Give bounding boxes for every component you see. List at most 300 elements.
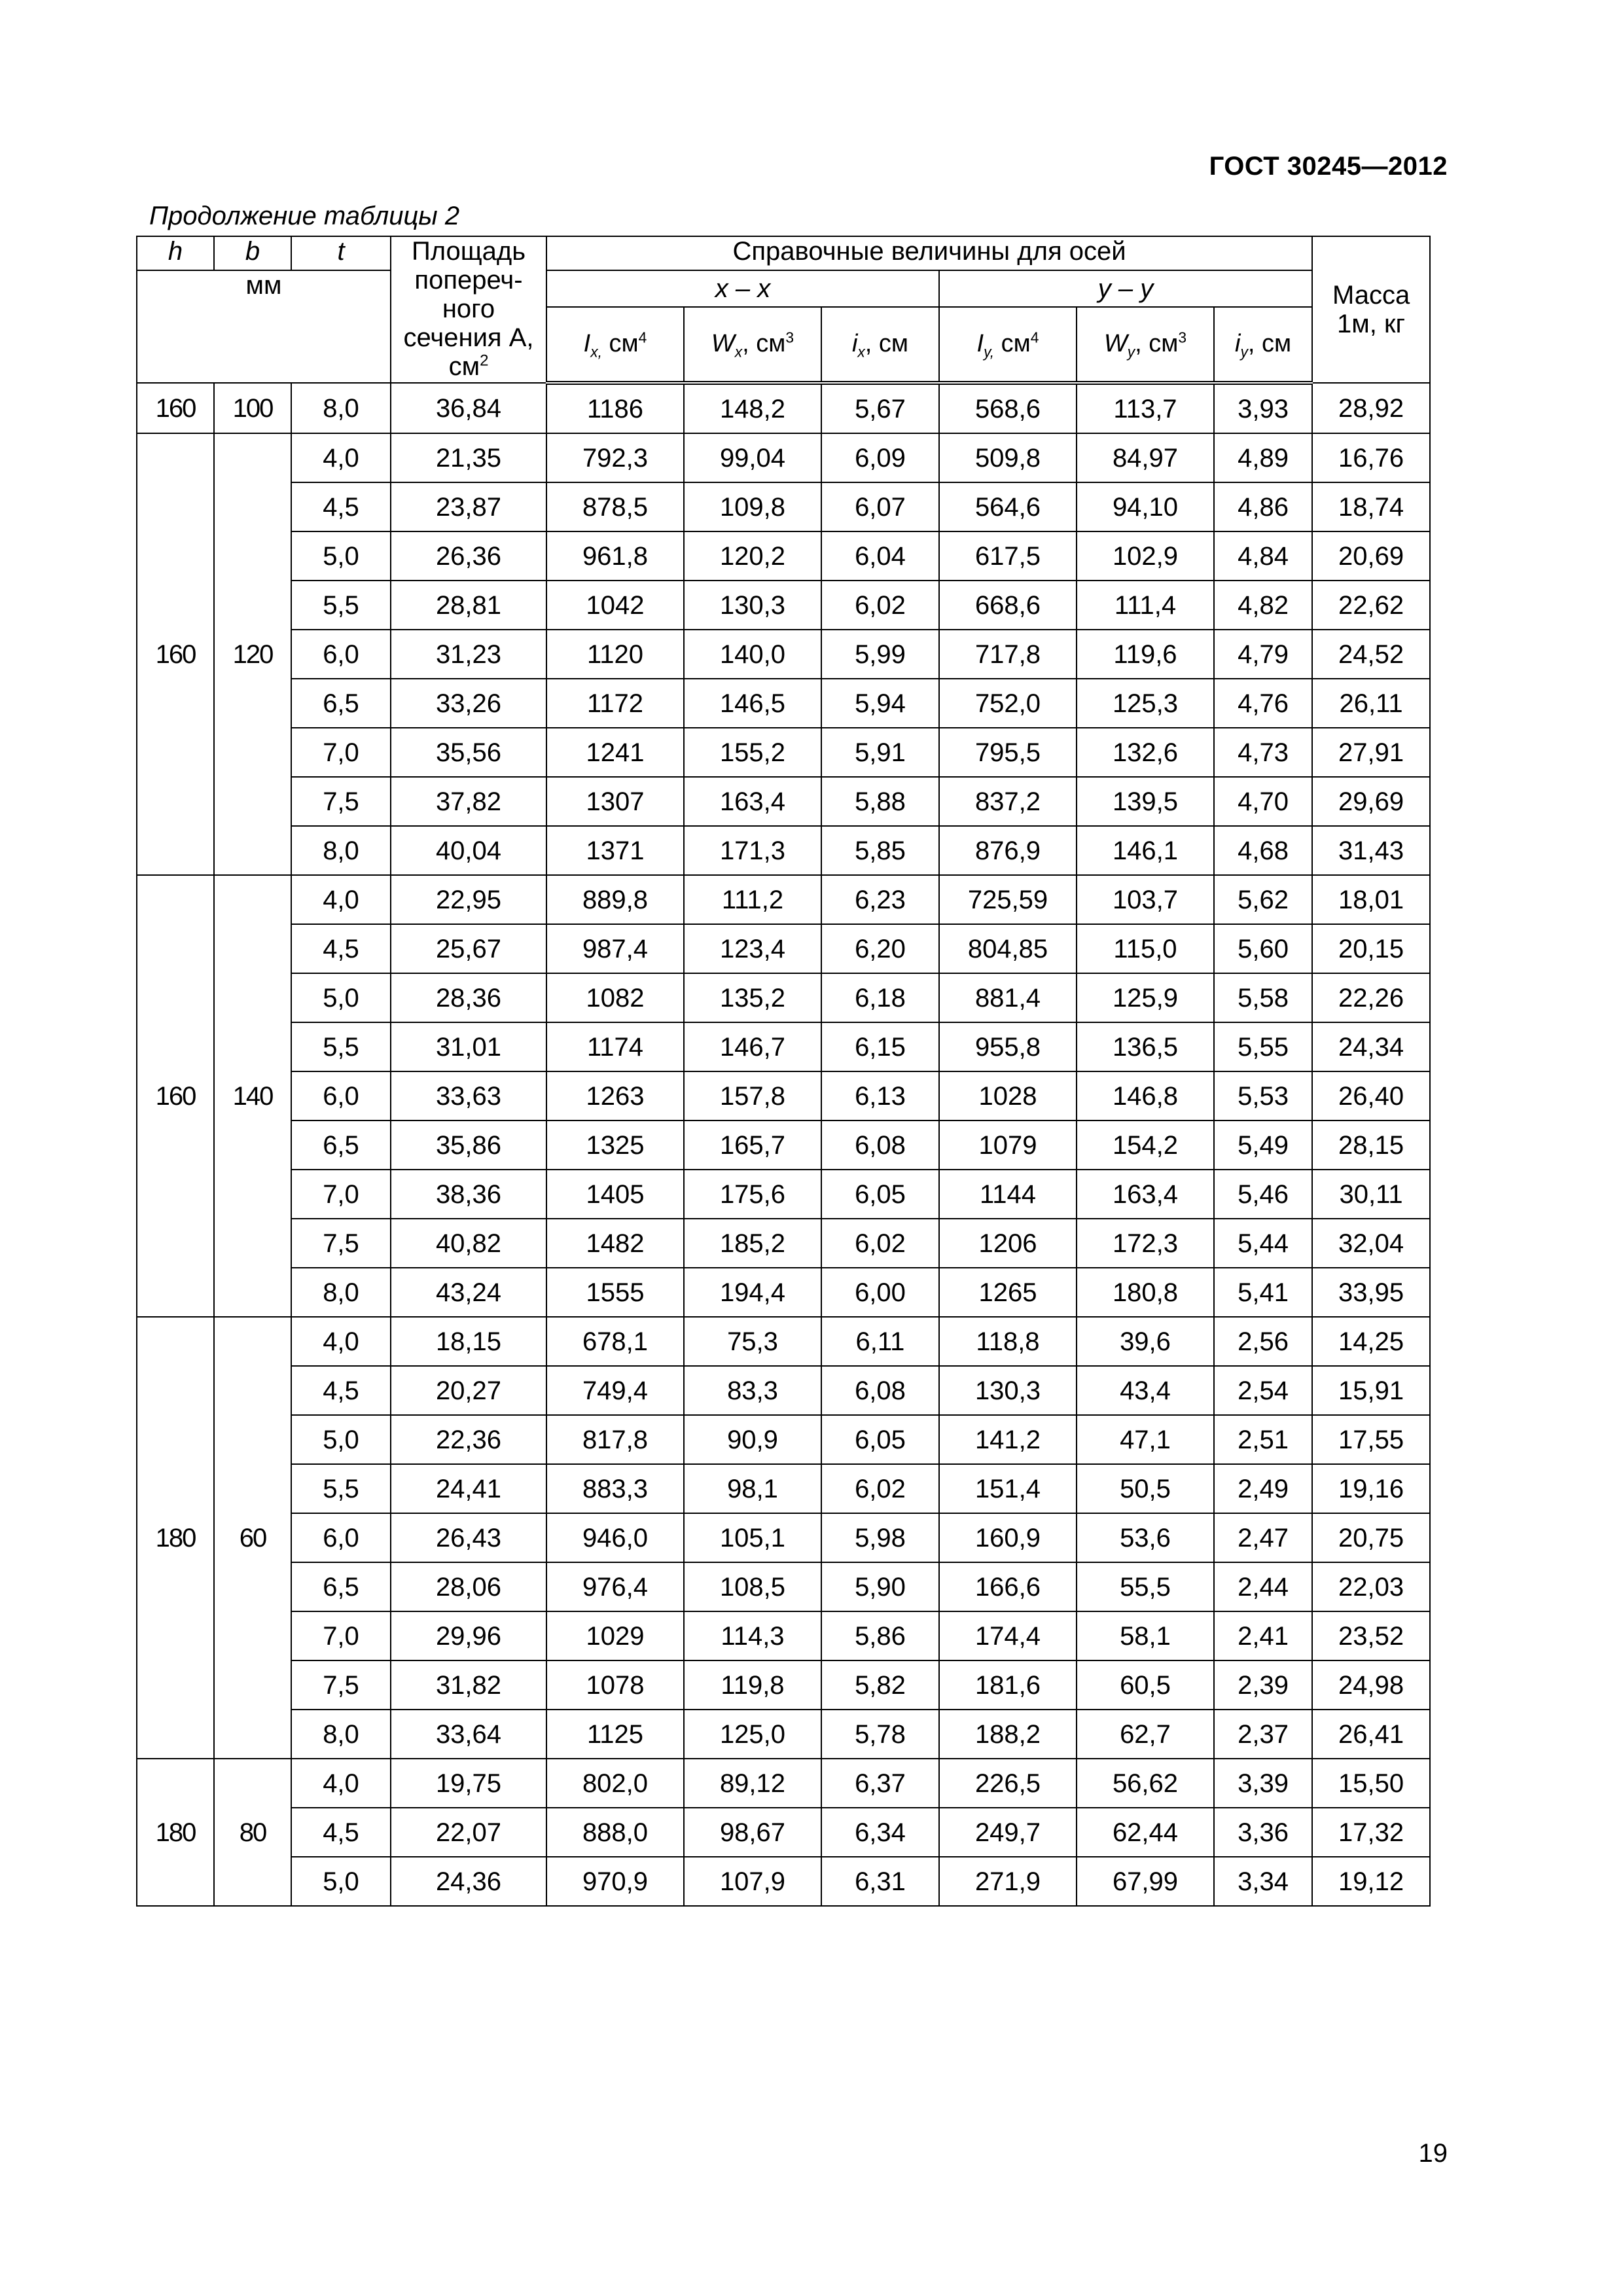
cell-rx: 6,34 — [821, 1808, 939, 1857]
table-row — [137, 1366, 1430, 1415]
cell-rx: 5,90 — [821, 1562, 939, 1611]
cell-rx: 6,02 — [821, 581, 939, 630]
table-row — [137, 531, 1430, 581]
table-row — [137, 1121, 1430, 1170]
cell-t: 5,5 — [291, 1464, 391, 1513]
cell-area: 37,82 — [391, 777, 546, 826]
cell-h: 160 — [137, 433, 214, 875]
cell-t: 8,0 — [291, 826, 391, 875]
table-row — [137, 1660, 1430, 1710]
cell-wx: 135,2 — [684, 973, 821, 1022]
cell-area: 25,67 — [391, 924, 546, 973]
cell-area: 29,96 — [391, 1611, 546, 1660]
cell-mass: 17,55 — [1312, 1415, 1430, 1464]
cell-ry: 2,56 — [1214, 1317, 1312, 1366]
cell-mass: 22,62 — [1312, 581, 1430, 630]
cell-iy: 1206 — [939, 1219, 1077, 1268]
cell-wx: 75,3 — [684, 1317, 821, 1366]
cell-t: 4,5 — [291, 482, 391, 531]
cell-wy: 139,5 — [1077, 777, 1214, 826]
cell-wy: 62,44 — [1077, 1808, 1214, 1857]
cell-wx: 119,8 — [684, 1660, 821, 1710]
cell-t: 7,5 — [291, 1660, 391, 1710]
cell-iy: 151,4 — [939, 1464, 1077, 1513]
cell-rx: 5,78 — [821, 1710, 939, 1759]
table-body — [137, 383, 1430, 1906]
col-area-head — [391, 236, 546, 383]
cell-wx: 155,2 — [684, 728, 821, 777]
table-row — [137, 482, 1430, 531]
area-head-line-4: сечения A, — [403, 323, 534, 352]
cell-mass: 22,26 — [1312, 973, 1430, 1022]
cell-wx: 83,3 — [684, 1366, 821, 1415]
cell-wy: 119,6 — [1077, 630, 1214, 679]
cell-mass: 19,16 — [1312, 1464, 1430, 1513]
cell-wy: 67,99 — [1077, 1857, 1214, 1906]
cell-ix: 1082 — [546, 973, 684, 1022]
cell-t: 4,5 — [291, 924, 391, 973]
area-head-line-3: ного — [442, 295, 495, 323]
cell-rx: 6,08 — [821, 1121, 939, 1170]
table-row — [137, 1857, 1430, 1906]
cell-ry: 5,44 — [1214, 1219, 1312, 1268]
area-head-line-1: Площадь — [411, 237, 526, 266]
table-row — [137, 1071, 1430, 1121]
cell-t: 6,0 — [291, 1513, 391, 1562]
cell-ix: 1405 — [546, 1170, 684, 1219]
cell-ry: 4,79 — [1214, 630, 1312, 679]
cell-ix: 1029 — [546, 1611, 684, 1660]
cell-ry: 5,58 — [1214, 973, 1312, 1022]
cell-ry: 3,36 — [1214, 1808, 1312, 1857]
cell-wy: 102,9 — [1077, 531, 1214, 581]
cell-rx: 6,02 — [821, 1219, 939, 1268]
cell-t: 5,0 — [291, 1857, 391, 1906]
area-head-unit: см — [448, 352, 480, 381]
cell-ix: 1172 — [546, 679, 684, 728]
table-row — [137, 1562, 1430, 1611]
cell-area: 21,35 — [391, 433, 546, 482]
cell-wy: 94,10 — [1077, 482, 1214, 531]
cell-mass: 32,04 — [1312, 1219, 1430, 1268]
cell-ix: 1186 — [546, 383, 684, 433]
table-row — [137, 973, 1430, 1022]
axis-x-head: x – x — [546, 270, 939, 307]
cell-b: 60 — [214, 1317, 291, 1759]
cell-rx: 6,20 — [821, 924, 939, 973]
cell-iy: 564,6 — [939, 482, 1077, 531]
cell-wx: 105,1 — [684, 1513, 821, 1562]
cell-ry: 3,34 — [1214, 1857, 1312, 1906]
cell-ix: 883,3 — [546, 1464, 684, 1513]
col-wx-head: $W_x$, $см^3$ — [684, 307, 821, 383]
cell-rx: 5,91 — [821, 728, 939, 777]
cell-wy: 56,62 — [1077, 1759, 1214, 1808]
cell-ry: 5,46 — [1214, 1170, 1312, 1219]
cell-rx: 6,00 — [821, 1268, 939, 1317]
cell-wy: 60,5 — [1077, 1660, 1214, 1710]
cell-area: 22,95 — [391, 875, 546, 924]
cell-area: 36,84 — [391, 383, 546, 433]
cell-area: 19,75 — [391, 1759, 546, 1808]
cell-ry: 5,41 — [1214, 1268, 1312, 1317]
cell-t: 6,0 — [291, 1071, 391, 1121]
cell-ry: 5,53 — [1214, 1071, 1312, 1121]
table-row — [137, 433, 1430, 482]
cell-rx: 5,86 — [821, 1611, 939, 1660]
cell-b: 100 — [214, 383, 291, 433]
cell-wx: 99,04 — [684, 433, 821, 482]
cell-t: 4,0 — [291, 433, 391, 482]
cell-mass: 23,52 — [1312, 1611, 1430, 1660]
cell-rx: 6,05 — [821, 1170, 939, 1219]
cell-wx: 148,2 — [684, 383, 821, 433]
cell-mass: 24,34 — [1312, 1022, 1430, 1071]
cell-t: 7,0 — [291, 1611, 391, 1660]
cell-ry: 3,39 — [1214, 1759, 1312, 1808]
cell-mass: 28,15 — [1312, 1121, 1430, 1170]
cell-ry: 5,60 — [1214, 924, 1312, 973]
cell-area: 24,41 — [391, 1464, 546, 1513]
cell-wx: 125,0 — [684, 1710, 821, 1759]
cell-rx: 5,99 — [821, 630, 939, 679]
cell-area: 38,36 — [391, 1170, 546, 1219]
cell-t: 4,0 — [291, 1759, 391, 1808]
col-mass-head — [1312, 236, 1430, 383]
cell-iy: 876,9 — [939, 826, 1077, 875]
cell-area: 18,15 — [391, 1317, 546, 1366]
table-row — [137, 1170, 1430, 1219]
cell-ix: 1125 — [546, 1710, 684, 1759]
cell-iy: 1079 — [939, 1121, 1077, 1170]
cell-ry: 2,47 — [1214, 1513, 1312, 1562]
cell-t: 7,5 — [291, 1219, 391, 1268]
table-row — [137, 581, 1430, 630]
area-head-line-2: попереч- — [414, 266, 523, 295]
col-t-head: t — [291, 236, 391, 270]
cell-ix: 792,3 — [546, 433, 684, 482]
cell-wy: 180,8 — [1077, 1268, 1214, 1317]
cell-b: 140 — [214, 875, 291, 1317]
cell-ry: 2,37 — [1214, 1710, 1312, 1759]
cell-area: 40,04 — [391, 826, 546, 875]
cell-area: 28,36 — [391, 973, 546, 1022]
cell-t: 6,0 — [291, 630, 391, 679]
cell-ry: 2,41 — [1214, 1611, 1312, 1660]
cell-t: 7,0 — [291, 1170, 391, 1219]
cell-wy: 47,1 — [1077, 1415, 1214, 1464]
cell-iy: 881,4 — [939, 973, 1077, 1022]
cell-rx: 6,11 — [821, 1317, 939, 1366]
cell-t: 5,5 — [291, 581, 391, 630]
cell-b: 120 — [214, 433, 291, 875]
cell-iy: 617,5 — [939, 531, 1077, 581]
cell-rx: 6,18 — [821, 973, 939, 1022]
cell-ix: 749,4 — [546, 1366, 684, 1415]
cell-iy: 118,8 — [939, 1317, 1077, 1366]
cell-iy: 160,9 — [939, 1513, 1077, 1562]
mass-head-line-1: Масса — [1332, 281, 1410, 310]
table-row — [137, 1611, 1430, 1660]
cell-mass: 26,11 — [1312, 679, 1430, 728]
col-ix-head: $I_{x,}$ $см^4$ — [546, 307, 684, 383]
cell-t: 7,0 — [291, 728, 391, 777]
cell-ry: 2,51 — [1214, 1415, 1312, 1464]
cell-ry: 4,82 — [1214, 581, 1312, 630]
table-row — [137, 1268, 1430, 1317]
cell-area: 33,64 — [391, 1710, 546, 1759]
document-code: ГОСТ 30245—2012 — [1209, 152, 1448, 181]
table-row — [137, 630, 1430, 679]
cell-rx: 6,02 — [821, 1464, 939, 1513]
cell-area: 26,36 — [391, 531, 546, 581]
cell-ix: 961,8 — [546, 531, 684, 581]
cell-t: 5,5 — [291, 1022, 391, 1071]
cell-wy: 154,2 — [1077, 1121, 1214, 1170]
cell-mass: 24,52 — [1312, 630, 1430, 679]
cell-wx: 171,3 — [684, 826, 821, 875]
cell-ix: 970,9 — [546, 1857, 684, 1906]
cell-mass: 18,74 — [1312, 482, 1430, 531]
cell-ix: 802,0 — [546, 1759, 684, 1808]
table-row — [137, 1219, 1430, 1268]
cell-rx: 6,07 — [821, 482, 939, 531]
cell-iy: 141,2 — [939, 1415, 1077, 1464]
cell-rx: 5,67 — [821, 383, 939, 433]
cell-ry: 4,70 — [1214, 777, 1312, 826]
table-row — [137, 777, 1430, 826]
cell-ry: 2,54 — [1214, 1366, 1312, 1415]
cell-wy: 39,6 — [1077, 1317, 1214, 1366]
cell-wy: 111,4 — [1077, 581, 1214, 630]
cell-mass: 20,69 — [1312, 531, 1430, 581]
cell-mass: 19,12 — [1312, 1857, 1430, 1906]
cell-area: 28,81 — [391, 581, 546, 630]
cell-rx: 6,05 — [821, 1415, 939, 1464]
cell-mass: 31,43 — [1312, 826, 1430, 875]
cell-wy: 43,4 — [1077, 1366, 1214, 1415]
col-wy-head: $W_y$, $см^3$ — [1077, 307, 1214, 383]
cell-mass: 16,76 — [1312, 433, 1430, 482]
cell-rx: 6,13 — [821, 1071, 939, 1121]
cell-rx: 6,31 — [821, 1857, 939, 1906]
table-row — [137, 383, 1430, 433]
col-ry-head: $i_y$, см — [1214, 307, 1312, 383]
cell-wy: 55,5 — [1077, 1562, 1214, 1611]
cell-mass: 14,25 — [1312, 1317, 1430, 1366]
cell-iy: 181,6 — [939, 1660, 1077, 1710]
cell-b: 80 — [214, 1759, 291, 1906]
cell-ix: 1078 — [546, 1660, 684, 1710]
cell-mass: 26,40 — [1312, 1071, 1430, 1121]
cell-wx: 165,7 — [684, 1121, 821, 1170]
cell-rx: 6,37 — [821, 1759, 939, 1808]
cell-iy: 717,8 — [939, 630, 1077, 679]
cell-ix: 678,1 — [546, 1317, 684, 1366]
cell-area: 35,86 — [391, 1121, 546, 1170]
cell-ry: 4,68 — [1214, 826, 1312, 875]
table-row — [137, 1464, 1430, 1513]
cell-iy: 568,6 — [939, 383, 1077, 433]
units-head: мм — [137, 270, 391, 383]
cell-ix: 1482 — [546, 1219, 684, 1268]
cell-wy: 53,6 — [1077, 1513, 1214, 1562]
cell-wy: 132,6 — [1077, 728, 1214, 777]
cell-ix: 1120 — [546, 630, 684, 679]
cell-t: 4,5 — [291, 1366, 391, 1415]
cell-wx: 157,8 — [684, 1071, 821, 1121]
cell-area: 35,56 — [391, 728, 546, 777]
col-b-head: b — [214, 236, 291, 270]
cell-t: 5,0 — [291, 1415, 391, 1464]
cell-mass: 33,95 — [1312, 1268, 1430, 1317]
col-h-head: h — [137, 236, 214, 270]
cell-h: 160 — [137, 383, 214, 433]
cell-t: 6,5 — [291, 679, 391, 728]
cell-rx: 5,98 — [821, 1513, 939, 1562]
cell-iy: 668,6 — [939, 581, 1077, 630]
table-row — [137, 875, 1430, 924]
cell-rx: 6,08 — [821, 1366, 939, 1415]
cell-ix: 1555 — [546, 1268, 684, 1317]
cell-wx: 89,12 — [684, 1759, 821, 1808]
cell-area: 43,24 — [391, 1268, 546, 1317]
cell-wx: 130,3 — [684, 581, 821, 630]
cell-area: 28,06 — [391, 1562, 546, 1611]
cell-wy: 115,0 — [1077, 924, 1214, 973]
table-row — [137, 1415, 1430, 1464]
cell-area: 20,27 — [391, 1366, 546, 1415]
cell-wx: 146,7 — [684, 1022, 821, 1071]
cell-rx: 6,09 — [821, 433, 939, 482]
cell-ix: 1371 — [546, 826, 684, 875]
cell-h: 180 — [137, 1317, 214, 1759]
cell-ry: 4,73 — [1214, 728, 1312, 777]
cell-ix: 946,0 — [546, 1513, 684, 1562]
cell-wx: 163,4 — [684, 777, 821, 826]
cell-iy: 271,9 — [939, 1857, 1077, 1906]
cell-iy: 166,6 — [939, 1562, 1077, 1611]
cell-iy: 837,2 — [939, 777, 1077, 826]
col-iy-head: $I_{y,}$ $см^4$ — [939, 307, 1077, 383]
cell-ix: 1307 — [546, 777, 684, 826]
cell-wx: 90,9 — [684, 1415, 821, 1464]
reference-values-head: Справочные величины для осей — [546, 236, 1312, 270]
cell-area: 31,23 — [391, 630, 546, 679]
cell-wy: 146,1 — [1077, 826, 1214, 875]
cell-mass: 27,91 — [1312, 728, 1430, 777]
cell-t: 6,5 — [291, 1562, 391, 1611]
cell-wx: 108,5 — [684, 1562, 821, 1611]
cell-t: 4,0 — [291, 875, 391, 924]
cell-wy: 50,5 — [1077, 1464, 1214, 1513]
cell-wy: 125,9 — [1077, 973, 1214, 1022]
cell-wy: 113,7 — [1077, 383, 1214, 433]
cell-iy: 509,8 — [939, 433, 1077, 482]
table-caption: Продолжение таблицы 2 — [149, 202, 460, 230]
cell-ix: 987,4 — [546, 924, 684, 973]
cell-ry: 2,49 — [1214, 1464, 1312, 1513]
cell-mass: 20,75 — [1312, 1513, 1430, 1562]
table-row — [137, 1022, 1430, 1071]
cell-area: 23,87 — [391, 482, 546, 531]
cell-area: 31,01 — [391, 1022, 546, 1071]
cell-ix: 1241 — [546, 728, 684, 777]
cell-ry: 3,93 — [1214, 383, 1312, 433]
cell-area: 31,82 — [391, 1660, 546, 1710]
cell-wx: 98,67 — [684, 1808, 821, 1857]
table-row — [137, 679, 1430, 728]
cell-wy: 136,5 — [1077, 1022, 1214, 1071]
cell-t: 8,0 — [291, 1710, 391, 1759]
cell-area: 33,26 — [391, 679, 546, 728]
cell-mass: 15,50 — [1312, 1759, 1430, 1808]
table-row — [137, 924, 1430, 973]
cell-mass: 22,03 — [1312, 1562, 1430, 1611]
cell-iy: 795,5 — [939, 728, 1077, 777]
cell-iy: 130,3 — [939, 1366, 1077, 1415]
cell-t: 6,5 — [291, 1121, 391, 1170]
cell-iy: 1265 — [939, 1268, 1077, 1317]
cell-ry: 5,55 — [1214, 1022, 1312, 1071]
cell-wx: 175,6 — [684, 1170, 821, 1219]
cell-mass: 18,01 — [1312, 875, 1430, 924]
cell-ry: 4,76 — [1214, 679, 1312, 728]
cell-mass: 30,11 — [1312, 1170, 1430, 1219]
cell-wx: 123,4 — [684, 924, 821, 973]
cell-ix: 878,5 — [546, 482, 684, 531]
cell-t: 4,5 — [291, 1808, 391, 1857]
cell-t: 8,0 — [291, 383, 391, 433]
page-number: 19 — [1418, 2139, 1448, 2168]
cell-rx: 5,85 — [821, 826, 939, 875]
cell-t: 7,5 — [291, 777, 391, 826]
cell-ix: 1174 — [546, 1022, 684, 1071]
cell-ry: 2,39 — [1214, 1660, 1312, 1710]
cell-area: 33,63 — [391, 1071, 546, 1121]
cell-t: 4,0 — [291, 1317, 391, 1366]
cell-ry: 5,62 — [1214, 875, 1312, 924]
cell-wy: 163,4 — [1077, 1170, 1214, 1219]
cell-iy: 752,0 — [939, 679, 1077, 728]
col-rx-head: $i_x$, см — [821, 307, 939, 383]
cell-area: 22,36 — [391, 1415, 546, 1464]
cell-ix: 1263 — [546, 1071, 684, 1121]
cell-wx: 98,1 — [684, 1464, 821, 1513]
area-head-unit-exp: 2 — [480, 351, 489, 370]
cell-iy: 1144 — [939, 1170, 1077, 1219]
cell-rx: 6,04 — [821, 531, 939, 581]
cell-iy: 188,2 — [939, 1710, 1077, 1759]
mass-head-line-2: 1м, кг — [1337, 310, 1406, 338]
cell-wy: 146,8 — [1077, 1071, 1214, 1121]
cell-ix: 889,8 — [546, 875, 684, 924]
cell-wy: 58,1 — [1077, 1611, 1214, 1660]
cell-ix: 976,4 — [546, 1562, 684, 1611]
table-row — [137, 1808, 1430, 1857]
cell-rx: 6,23 — [821, 875, 939, 924]
cell-area: 40,82 — [391, 1219, 546, 1268]
cell-rx: 5,94 — [821, 679, 939, 728]
table-row — [137, 1513, 1430, 1562]
cell-mass: 17,32 — [1312, 1808, 1430, 1857]
cell-wx: 185,2 — [684, 1219, 821, 1268]
cell-ix: 888,0 — [546, 1808, 684, 1857]
table-row — [137, 1317, 1430, 1366]
cell-t: 8,0 — [291, 1268, 391, 1317]
cell-ry: 2,44 — [1214, 1562, 1312, 1611]
table-row — [137, 1759, 1430, 1808]
